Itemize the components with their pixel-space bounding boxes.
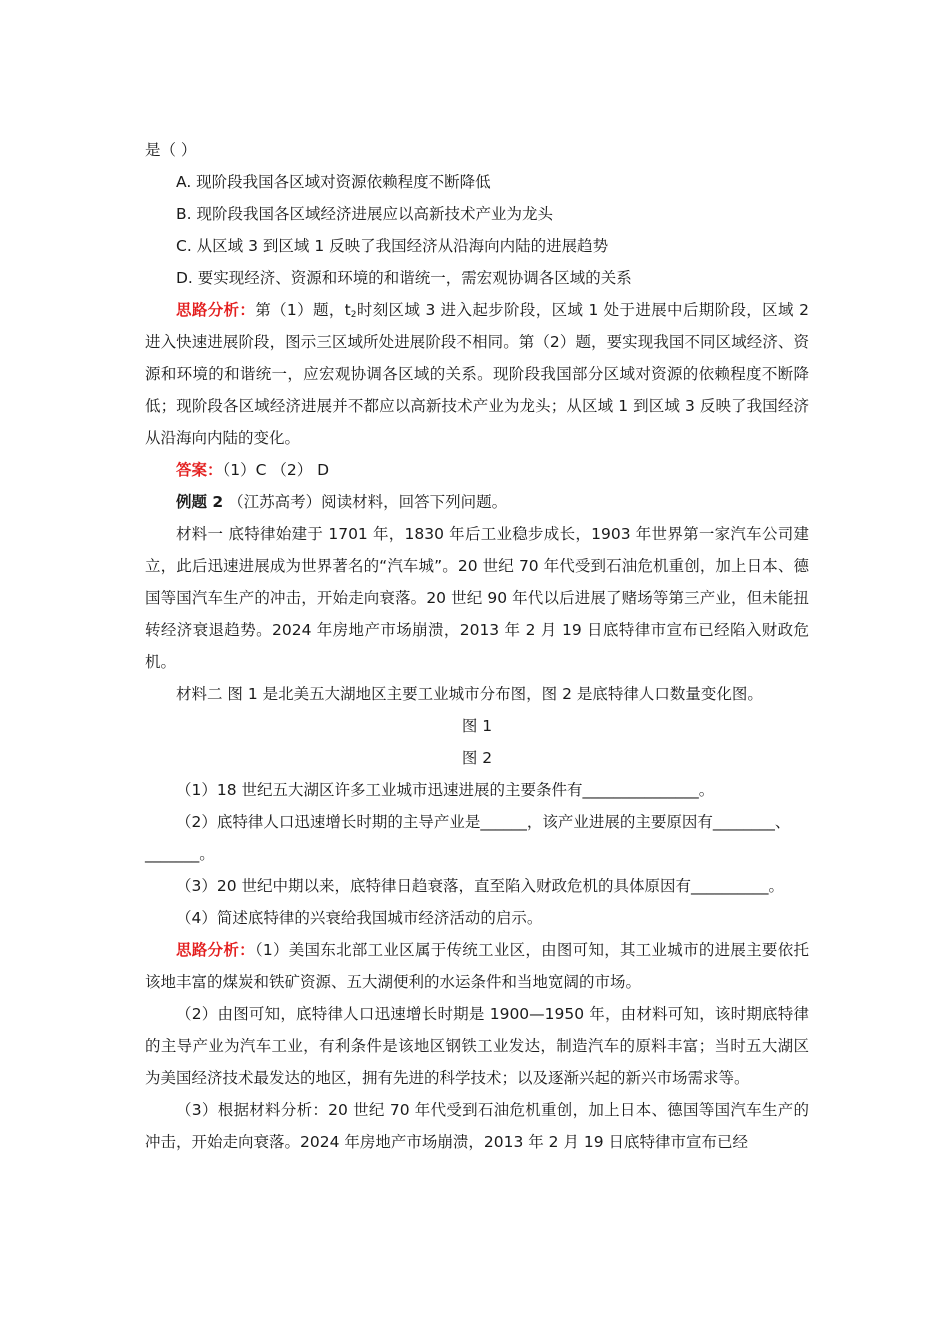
material-one: 材料一 底特律始建于 1701 年，1830 年后工业稳步成长，1903 年世界第一家汽车公司建立，此后迅速进展成为世界著名的“汽车城”。20 世纪 70 年代受到石油危机重创，加上日本、德国等国汽车生产的冲击，开始走向衰落。20 世纪 90 年代以后进展了赌场等第三产业，但未能扭转经济衰退趋势。2024 年房地产市场崩溃，2013 年 2 月 19 日底特律市宣布已经陷入财政危机。 xyxy=(145,525,809,671)
analysis-label-2: 思路分析： xyxy=(176,941,255,959)
analysis-paragraph-4: （3）根据材料分析：20 世纪 70 年代受到石油危机重创，加上日本、德国等国汽车生产的冲击，开始走向衰落。2024 年房地产市场崩溃，2013 年 2 月 19 日底特律市宣布已经 xyxy=(145,1101,809,1151)
subscript: 2 xyxy=(350,310,357,320)
analysis-label: 思路分析： xyxy=(176,301,256,319)
analysis-paragraph-1 xyxy=(145,294,809,454)
analysis-paragraph-3: （2）由图可知，底特律人口迅速增长时期是 1900—1950 年，由材料可知，该时期底特律的主导产业为汽车工业，有利条件是该地区钢铁工业发达，制造汽车的原料丰富；当时五大湖区为美国经济技术最发达的地区，拥有先进的科学技术；以及逐渐兴起的新兴市场需求等。 xyxy=(145,1005,809,1087)
analysis-text-a: 第（1）题，t xyxy=(255,301,351,319)
example-heading xyxy=(145,486,809,518)
page-content xyxy=(145,134,809,1158)
question-2: （2）底特律人口迅速增长时期的主导产业是______，该产业进展的主要原因有________、_______。 xyxy=(145,813,791,863)
answer-label: 答案： xyxy=(176,461,223,479)
option-b: B. 现阶段我国各区域经济进展应以高新技术产业为龙头 xyxy=(176,205,553,223)
question-tail: 是（ ） xyxy=(145,141,197,159)
option-d: D. 要实现经济、资源和环境的和谐统一，需宏观协调各区域的关系 xyxy=(176,269,632,287)
answer-line xyxy=(145,454,809,486)
answer-text: （1）C （2） D xyxy=(222,461,330,479)
option-c: C. 从区域 3 到区域 1 反映了我国经济从沿海向内陆的进展趋势 xyxy=(176,237,609,255)
analysis-text-b: 时刻区域 3 进入起步阶段，区域 1 处于进展中后期阶段，区域 2 进入快速进展阶段，图示三区域所处进展阶段不相同。第（2）题，要实现我国不同区域经济、资源和环境的和谐统一，应宏观协调各区域的关系。现阶段我国部分区域对资源的依赖程度不断降低；现阶段各区域经济进展并不都应以高新技术产业为龙头；从区域 1 到区域 3 反映了我国经济从沿海向内陆的变化。 xyxy=(145,301,809,447)
option-a: A. 现阶段我国各区域对资源依赖程度不断降低 xyxy=(176,173,491,191)
analysis-paragraph-2 xyxy=(145,934,809,998)
example-label: 例题 2 xyxy=(176,493,224,511)
material-two: 材料二 图 1 是北美五大湖地区主要工业城市分布图，图 2 是底特律人口数量变化图。 xyxy=(176,685,763,703)
analysis-2-part-1: （1）美国东北部工业区属于传统工业区，由图可知，其工业城市的进展主要依托该地丰富的煤炭和铁矿资源、五大湖便利的水运条件和当地宽阔的市场。 xyxy=(145,941,809,991)
question-4: （4）简述底特律的兴衰给我国城市经济活动的启示。 xyxy=(176,909,543,927)
figure-2-caption: 图 2 xyxy=(461,749,493,767)
question-1: （1）18 世纪五大湖区许多工业城市迅速进展的主要条件有_______________。 xyxy=(176,781,715,799)
figure-1-caption: 图 1 xyxy=(461,717,493,735)
question-3: （3）20 世纪中期以来，底特律日趋衰落，直至陷入财政危机的具体原因有__________。 xyxy=(176,877,785,895)
example-text: （江苏高考）阅读材料，回答下列问题。 xyxy=(228,493,508,511)
